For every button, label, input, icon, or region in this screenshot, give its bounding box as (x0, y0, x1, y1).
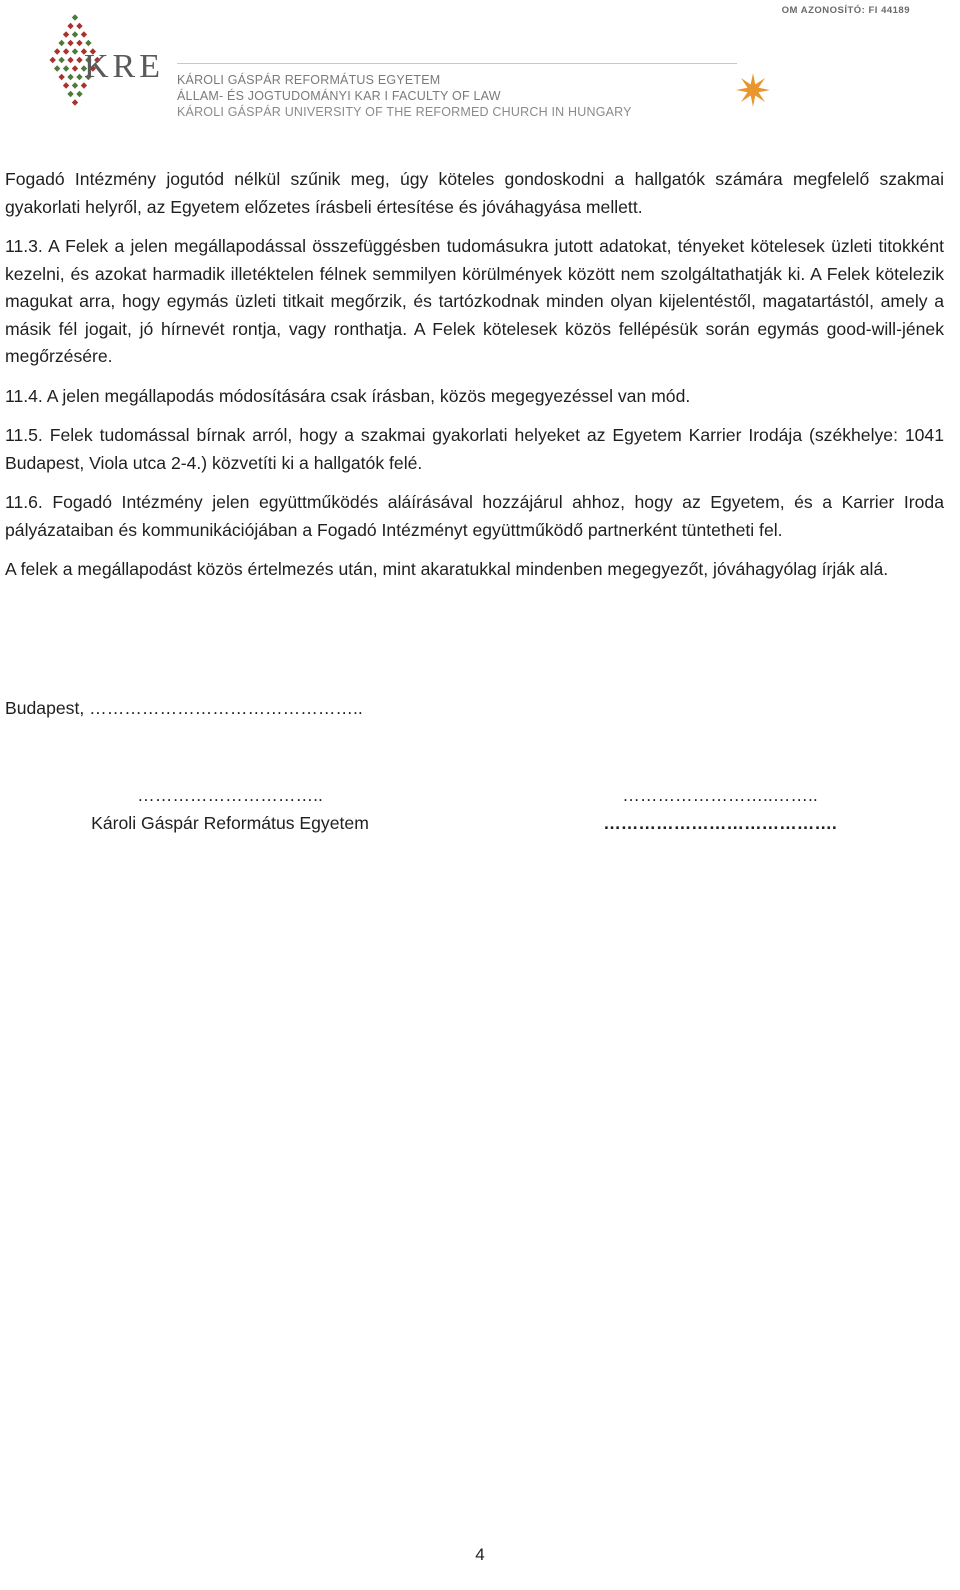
logo-diamond (58, 74, 64, 80)
logo-diamond (67, 23, 73, 29)
logo-diamond (63, 65, 69, 71)
logo-diamond (76, 23, 82, 29)
university-name-hu: KÁROLI GÁSPÁR REFORMÁTUS EGYETEM (177, 73, 441, 87)
logo-diamond (72, 99, 78, 105)
logo-diamond (72, 65, 78, 71)
letterhead (0, 0, 960, 140)
page-number: 4 (475, 1545, 485, 1564)
paragraph-11-3: 11.3. A Felek a jelen megállapodással összefüggésben tudomásukra jutott adatokat, tényeket kötelesek üzleti titokként kezelni, és azokat harmadik illetéktelen félnek semmilyen körülmények között nem szolgáltathatják ki. A Felek kötelezik magukat arra, hogy egymás üzleti titkait megőrzik, és tartózkodnak minden olyan kijelentéstől, magatartástól, amely a másik fél jogait, jó hírnevét rontja, vagy ronthatja. A Felek kötelesek közös fellépésük során egymás good-will-jének megőrzésére. (5, 236, 944, 366)
logo-diamond (63, 82, 69, 88)
logo-diamond (49, 57, 55, 63)
place-date-line: Budapest, ……………………………………….. (5, 698, 363, 718)
logo-text: KRE (84, 48, 164, 85)
logo-diamond (67, 91, 73, 97)
logo-diamond (72, 31, 78, 37)
logo-diamond (72, 82, 78, 88)
logo-diamond (81, 31, 87, 37)
logo-diamond (67, 57, 73, 63)
logo-diamond (72, 48, 78, 54)
document-body (5, 166, 944, 596)
paragraph-11-6: 11.6. Fogadó Intézmény jelen együttműködés aláírásával hozzájárul ahhoz, hogy az Egyetem, és a Karrier Iroda pályázataiban és kommunikációjában a Fogadó Intézményt együttműködő partnerként tüntetheti fel. (5, 492, 944, 540)
signature-left (40, 782, 420, 836)
logo-diamond (67, 40, 73, 46)
logo-diamond (76, 40, 82, 46)
logo-diamond (63, 31, 69, 37)
signature-right (550, 782, 890, 836)
paragraph-continuation: Fogadó Intézmény jogutód nélkül szűnik meg, úgy köteles gondoskodni a hallgatók számára megfelelő szakmai gyakorlati helyről, az Egyetem előzetes írásbeli értesítése és jóváhagyása mellett. (5, 169, 944, 217)
logo-diamond (76, 91, 82, 97)
signature-line-left: ………………………….. (137, 785, 323, 805)
logo-diamond (72, 14, 78, 20)
logo-diamond (76, 74, 82, 80)
signature-line-right: ……………………..…….. (622, 785, 818, 805)
signatory-name-left: Károli Gáspár Református Egyetem (91, 813, 369, 833)
signatory-name-right: …………………………………. (603, 813, 837, 833)
logo-diamond (54, 65, 60, 71)
logo-diamond (85, 40, 91, 46)
faculty-name: ÁLLAM- ÉS JOGTUDOMÁNYI KAR I FACULTY OF LAW (177, 89, 501, 103)
logo-diamond (67, 74, 73, 80)
paragraph-11-4: 11.4. A jelen megállapodás módosítására csak írásban, közös megegyezéssel van mód. (5, 385, 691, 406)
logo-diamond (63, 48, 69, 54)
om-id: OM AZONOSÍTÓ: FI 44189 (781, 5, 910, 16)
logo-diamond (58, 40, 64, 46)
paragraph-closing: A felek a megállapodást közös értelmezés után, mint akaratukkal mindenben megegyezőt, jóváhagyólag írják alá. (5, 559, 889, 579)
paragraph-11-5: 11.5. Felek tudomással bírnak arról, hogy a szakmai gyakorlati helyeket az Egyetem Karrier Irodája (székhelye: 1041 Budapest, Viola utca 2-4.) közvetíti ki a hallgatók felé. (5, 425, 944, 473)
university-name-block (177, 72, 632, 120)
logo-diamond (58, 57, 64, 63)
logo-diamond (76, 57, 82, 63)
logo-diamond (54, 48, 60, 54)
star-icon (735, 72, 771, 108)
header-divider (177, 63, 737, 64)
university-name-en: KÁROLI GÁSPÁR UNIVERSITY OF THE REFORMED CHURCH IN HUNGARY (177, 105, 632, 119)
